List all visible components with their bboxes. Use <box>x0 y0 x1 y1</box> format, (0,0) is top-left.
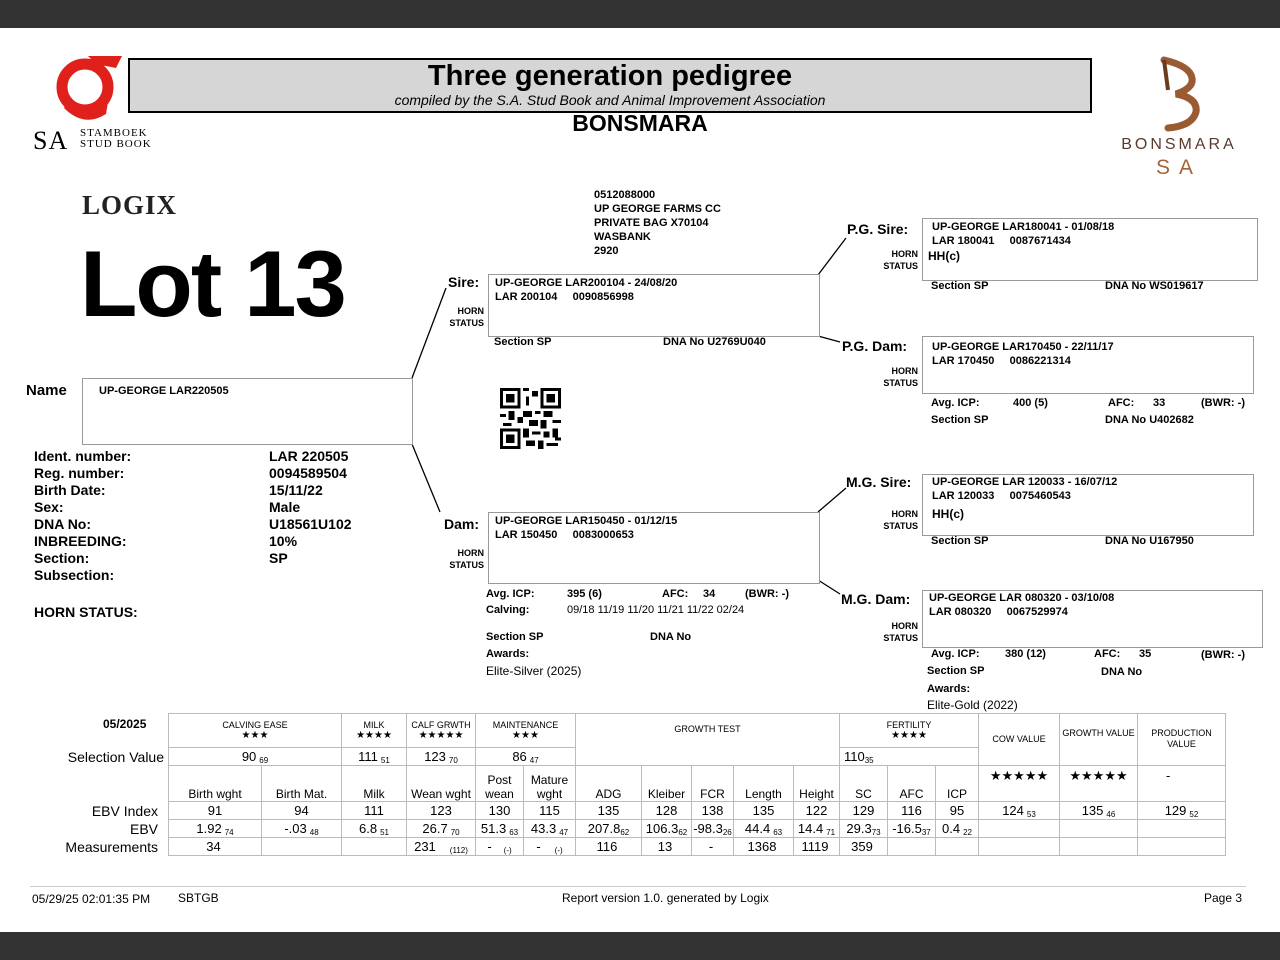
horn-label: HORN <box>457 306 484 316</box>
measure-cell: - (-) <box>524 838 576 856</box>
ebv-cell: 0.4 22 <box>936 820 979 838</box>
measure-cell: 13 <box>642 838 692 856</box>
pg-sire-dna: DNA No WS019617 <box>1105 280 1204 292</box>
trait-height: Height <box>794 766 840 802</box>
status-label: STATUS <box>883 633 918 643</box>
detail-value: SP <box>269 550 288 566</box>
pg-sire-section: Section SP <box>931 280 989 292</box>
stars-icon: ★★★★★ <box>418 730 464 741</box>
detail-label: Reg. number: <box>34 465 125 481</box>
footer-report: Report version 1.0. generated by Logix <box>562 891 769 905</box>
footer-page: Page 3 <box>1204 891 1243 905</box>
ebv-cell: 1.92 74 <box>169 820 262 838</box>
sire-reg: LAR 200104 0090856998 <box>495 291 634 303</box>
ebv-cell: 207.862 <box>576 820 642 838</box>
mg-dam-bwr: (BWR: -) <box>1201 649 1245 661</box>
mg-sire-horn: HH(c) <box>932 507 964 521</box>
index-cell: 111 <box>342 802 407 820</box>
trait-length: Length <box>734 766 794 802</box>
mg-sire-horn-status <box>872 508 918 532</box>
name-label: Name <box>26 382 67 399</box>
production-value-measure <box>1138 838 1226 856</box>
sire-box <box>488 274 820 337</box>
growth-value-stars-icon: ★★★★★ <box>1060 766 1138 802</box>
cow-value-index: 124 53 <box>979 802 1060 820</box>
sire-name: UP-GEORGE LAR200104 - 24/08/20 <box>495 277 678 289</box>
cow-value-stars-icon: ★★★★★ <box>979 766 1060 802</box>
production-value-ebv <box>1138 820 1226 838</box>
trait-birth-wght: Birth wght <box>169 766 262 802</box>
breeder-town: WASBANK <box>594 231 651 243</box>
measurements-label: Measurements <box>65 839 158 855</box>
index-cell: 135 <box>734 802 794 820</box>
detail-label: Birth Date: <box>34 482 106 498</box>
ebv-cell: 51.3 63 <box>476 820 524 838</box>
detail-label: Section: <box>34 550 90 566</box>
trait-icp: ICP <box>936 766 979 802</box>
mg-sire-box <box>922 474 1254 536</box>
sa-logo-line1: STAMBOEK <box>80 127 148 139</box>
detail-row-subsection <box>34 567 352 584</box>
mg-sire-name: UP-GEORGE LAR 120033 - 16/07/12 <box>932 476 1118 488</box>
trait-sc: SC <box>840 766 888 802</box>
mg-dam-section: Section SP <box>927 665 985 677</box>
sel-calving-ease: 90 69 <box>169 748 342 766</box>
trait-afc: AFC <box>888 766 936 802</box>
status-label: STATUS <box>883 378 918 388</box>
index-cell: 135 <box>576 802 642 820</box>
horn-label: HORN <box>891 366 918 376</box>
detail-row-section <box>34 550 352 567</box>
detail-label: Subsection: <box>34 567 115 583</box>
mg-dam-afc-label: AFC: <box>1094 648 1121 660</box>
horn-label: HORN <box>891 509 918 519</box>
logix-logo: LOGIX <box>82 190 178 220</box>
stars-icon: ★★★ <box>512 730 539 741</box>
dam-awards: Elite-Silver (2025) <box>486 664 582 678</box>
dam-section: Section SP <box>486 631 544 643</box>
detail-value: LAR 220505 <box>269 448 349 464</box>
pg-dam-reg: LAR 170450 0086221314 <box>932 355 1071 367</box>
cow-value-ebv <box>979 820 1060 838</box>
trait-milk: Milk <box>342 766 407 802</box>
trait-adg: ADG <box>576 766 642 802</box>
footer-divider <box>30 886 1246 887</box>
index-cell: 91 <box>169 802 262 820</box>
horn-status-label: HORN STATUS: <box>34 604 138 620</box>
index-cell: 122 <box>794 802 840 820</box>
sire-horn-status <box>440 305 484 329</box>
growth-value-measure <box>1060 838 1138 856</box>
detail-value: 15/11/22 <box>269 482 323 498</box>
sel-calf-growth: 123 70 <box>407 748 476 766</box>
mg-sire-label: M.G. Sire: <box>846 474 912 490</box>
mg-dam-awards-label: Awards: <box>927 683 971 695</box>
trait-wean-wght: Wean wght <box>407 766 476 802</box>
pg-dam-section: Section SP <box>931 414 989 426</box>
measurements-row <box>169 838 1226 856</box>
mg-dam-name: UP-GEORGE LAR 080320 - 03/10/08 <box>929 592 1115 604</box>
index-cell: 130 <box>476 802 524 820</box>
pg-sire-box <box>922 218 1258 281</box>
pg-dam-label: P.G. Dam: <box>842 338 908 354</box>
dam-calving: 09/18 11/19 11/20 11/21 11/22 02/24 <box>567 604 745 616</box>
mg-dam-reg: LAR 080320 0067529974 <box>929 606 1068 618</box>
mg-sire-dna: DNA No U167950 <box>1105 535 1194 547</box>
ebv-cell: 106.362 <box>642 820 692 838</box>
horn-label: HORN <box>891 249 918 259</box>
index-cell: 129 <box>840 802 888 820</box>
detail-value: U18561U102 <box>269 516 352 532</box>
group-milk: MILK ★★★★ <box>342 714 407 748</box>
production-value-index: 129 52 <box>1138 802 1226 820</box>
measure-cell: 1119 <box>794 838 840 856</box>
mg-dam-label: M.G. Dam: <box>841 591 911 607</box>
mg-dam-afc: 35 <box>1139 648 1152 660</box>
sel-fertility: 11035 <box>840 748 979 766</box>
stars-icon: ★★★ <box>241 730 269 741</box>
mg-sire-section: Section SP <box>931 535 989 547</box>
ebv-table <box>168 713 1226 856</box>
sel-milk: 111 51 <box>342 748 407 766</box>
page-subtitle: compiled by the S.A. Stud Book and Animal Improvement Association <box>394 92 826 108</box>
detail-row-ident <box>34 448 352 465</box>
group-production-value: PRODUCTION VALUE <box>1138 714 1226 766</box>
detail-value: 10% <box>269 533 298 549</box>
horn-label: HORN <box>457 548 484 558</box>
pg-sire-horn: HH(c) <box>928 249 960 263</box>
trait-header-row <box>169 766 1226 802</box>
ebv-cell: 29.373 <box>840 820 888 838</box>
stars-icon: ★★★★ <box>891 730 927 741</box>
detail-label: DNA No: <box>34 516 92 532</box>
group-growth-test: GROWTH TEST <box>576 714 840 766</box>
mg-dam-dna: DNA No <box>1101 666 1143 678</box>
ebv-cell: -16.537 <box>888 820 936 838</box>
ebv-cell: -98.326 <box>693 820 732 837</box>
detail-value: Male <box>269 499 301 515</box>
ebv-cell: 6.8 51 <box>342 820 407 838</box>
measure-cell <box>888 838 936 856</box>
bonsmara-logo-sa: SA <box>1155 156 1202 179</box>
sa-logo-text: SA <box>33 126 69 155</box>
pg-sire-name: UP-GEORGE LAR180041 - 01/08/18 <box>932 221 1115 233</box>
pg-sire-label: P.G. Sire: <box>847 221 909 237</box>
index-cell: 123 <box>407 802 476 820</box>
dam-afc: 34 <box>703 588 716 600</box>
pg-dam-icp-label: Avg. ICP: <box>931 397 980 409</box>
measure-cell: - (-) <box>476 838 524 856</box>
breed-name: BONSMARA <box>572 110 708 136</box>
animal-name-box <box>82 378 413 445</box>
stars-icon: ★★★★ <box>356 730 392 741</box>
index-cell: 115 <box>524 802 576 820</box>
group-growth-value: GROWTH VALUE <box>1060 714 1138 766</box>
index-cell: 95 <box>936 802 979 820</box>
dam-horn-status <box>440 547 484 571</box>
measure-cell: 34 <box>169 838 262 856</box>
breeder-name: UP GEORGE FARMS CC <box>594 203 721 215</box>
group-cow-value: COW VALUE <box>979 714 1060 766</box>
pg-dam-horn-status <box>872 365 918 389</box>
viewer-bottom-bar <box>0 932 1280 960</box>
trait-fcr: FCR <box>692 766 734 802</box>
detail-row-reg <box>34 465 352 482</box>
growth-value-index: 135 46 <box>1060 802 1138 820</box>
detail-label: Ident. number: <box>34 448 132 464</box>
index-cell: 138 <box>692 802 734 820</box>
status-label: STATUS <box>883 521 918 531</box>
ebv-cell: 43.3 47 <box>524 820 576 838</box>
sel-maintenance: 86 47 <box>476 748 576 766</box>
dam-bwr: (BWR: -) <box>745 588 789 600</box>
group-calf-growth: CALF GRWTH ★★★★★ <box>407 714 476 748</box>
ebv-cell: 44.4 63 <box>734 820 794 838</box>
sire-dna: DNA No U2769U040 <box>663 336 766 348</box>
measure-cell <box>936 838 979 856</box>
detail-row-dna <box>34 516 352 533</box>
detail-label: Sex: <box>34 499 64 515</box>
ebv-row <box>169 820 1226 838</box>
index-cell: 94 <box>262 802 342 820</box>
status-label: STATUS <box>449 318 484 328</box>
detail-row-sex <box>34 499 352 516</box>
dam-box <box>488 512 820 584</box>
measure-cell: - <box>692 838 734 856</box>
status-label: STATUS <box>883 261 918 271</box>
group-calving-ease: CALVING EASE ★★★ <box>169 714 342 748</box>
page-title: Three generation pedigree <box>427 60 793 92</box>
ebv-index-label: EBV Index <box>91 803 158 819</box>
detail-value: 0094589504 <box>269 465 347 481</box>
trait-kleiber: Kleiber <box>642 766 692 802</box>
trait-mature-wght: Mature wght <box>524 766 576 802</box>
trait-birth-mat: Birth Mat. <box>262 766 342 802</box>
animal-name: UP-GEORGE LAR220505 <box>99 385 229 397</box>
pg-dam-dna: DNA No U402682 <box>1105 414 1194 426</box>
mg-dam-icp: 380 (12) <box>1005 648 1046 660</box>
mg-dam-box <box>922 590 1263 648</box>
breeder-phone: 0512088000 <box>594 189 656 201</box>
dam-reg: LAR 150450 0083000653 <box>495 529 634 541</box>
group-maintenance: MAINTENANCE ★★★ <box>476 714 576 748</box>
status-label: STATUS <box>449 560 484 570</box>
dam-calving-label: Calving: <box>486 604 530 616</box>
dam-dna: DNA No <box>650 631 692 643</box>
measure-cell: 359 <box>840 838 888 856</box>
dam-afc-label: AFC: <box>662 588 689 600</box>
group-fertility: FERTILITY ★★★★ <box>840 714 979 748</box>
dam-icp-label: Avg. ICP: <box>486 588 535 600</box>
ebv-group-row <box>169 714 1226 748</box>
dam-name: UP-GEORGE LAR150450 - 01/12/15 <box>495 515 678 527</box>
dam-label: Dam: <box>444 516 480 532</box>
ebv-label: EBV <box>129 821 158 837</box>
ebv-cell: -.03 48 <box>262 820 342 838</box>
measure-cell: 116 <box>576 838 642 856</box>
footer-code: SBTGB <box>178 891 219 905</box>
pg-dam-afc-label: AFC: <box>1108 397 1135 409</box>
horn-label: HORN <box>891 621 918 631</box>
ebv-date: 05/2025 <box>103 717 147 731</box>
footer-datetime: 05/29/25 02:01:35 PM <box>32 892 151 906</box>
measure-cell <box>262 838 342 856</box>
ebv-cell: 14.4 71 <box>794 820 840 838</box>
bonsmara-logo-text: BONSMARA <box>1121 136 1237 153</box>
pg-sire-horn-status <box>872 248 918 272</box>
cow-value-measure <box>979 838 1060 856</box>
index-cell: 116 <box>888 802 936 820</box>
dam-awards-label: Awards: <box>486 648 530 660</box>
lot-number: Lot 13 <box>80 231 345 336</box>
breeder-code: 2920 <box>594 245 619 257</box>
pg-dam-name: UP-GEORGE LAR170450 - 22/11/17 <box>932 341 1114 353</box>
sire-section: Section SP <box>494 336 552 348</box>
pg-dam-icp: 400 (5) <box>1013 397 1048 409</box>
ebv-cell: 26.7 70 <box>407 820 476 838</box>
mg-dam-awards: Elite-Gold (2022) <box>927 698 1018 712</box>
sa-logo-line2: STUD BOOK <box>80 138 152 150</box>
production-value-stars: - <box>1138 766 1226 802</box>
qr-code-icon <box>500 388 561 449</box>
animal-details <box>34 448 352 584</box>
breeder-postal: PRIVATE BAG X70104 <box>594 217 709 229</box>
detail-label: INBREEDING: <box>34 533 127 549</box>
detail-row-birth <box>34 482 352 499</box>
trait-post-wean: Post wean <box>476 766 524 802</box>
pg-dam-box <box>922 336 1254 394</box>
measure-cell <box>342 838 407 856</box>
dam-icp: 395 (6) <box>567 588 602 600</box>
measure-cell: 231 (112) <box>407 838 476 856</box>
detail-row-inbreeding <box>34 533 352 550</box>
pg-dam-afc: 33 <box>1153 397 1166 409</box>
mg-dam-horn-status <box>872 620 918 644</box>
pg-dam-bwr: (BWR: -) <box>1201 397 1245 409</box>
ebv-index-row <box>169 802 1226 820</box>
mg-dam-icp-label: Avg. ICP: <box>931 648 980 660</box>
sire-label: Sire: <box>448 274 480 290</box>
measure-cell: 1368 <box>734 838 794 856</box>
pg-sire-reg: LAR 180041 0087671434 <box>932 235 1071 247</box>
growth-value-ebv <box>1060 820 1138 838</box>
mg-sire-reg: LAR 120033 0075460543 <box>932 490 1071 502</box>
selection-value-label: Selection Value <box>67 749 164 765</box>
index-cell: 128 <box>642 802 692 820</box>
